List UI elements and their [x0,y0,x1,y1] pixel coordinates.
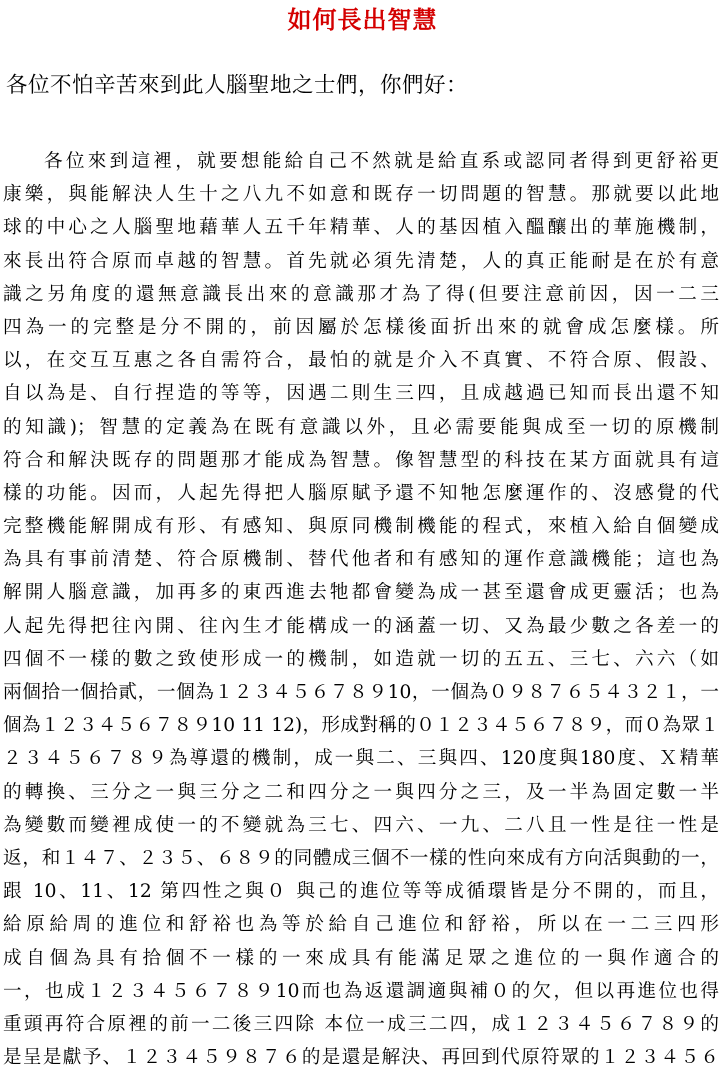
body-line: 自以為是、自行捏造的等等，因遇二則生三四，且成越過已知而長出還不知 [3,383,719,405]
body-line: 來長出符合原而卓越的智慧。首先就必須先清楚，人的真正能耐是在於有意 [3,250,719,272]
body-text [0,145,725,1073]
body-line: 的知識)；智慧的定義為在既有意識以外，且必需要能與成至一切的原機制 [3,416,719,438]
document-title: 如何長出智慧 [287,5,438,34]
body-line: 四個不一樣的數之致使形成一的機制，如造就一切的五五、三七、六六（如 [3,648,719,670]
body-line: 解開人腦意識，加再多的東西進去牠都會變為成一甚至還會成更靈活；也為 [3,582,719,604]
body-line: 是呈是獻予、１２３４５９８７６的是還是解決、再回到代原符眾的１２３４５６ [3,1047,719,1069]
body-line: 完整機能解開成有形、有感知、與原同機制機能的程式，來植入給自個變成 [3,516,719,538]
body-line: 識之另角度的還無意識長出來的意識那才為了得(但要注意前因，因一二三 [3,283,719,305]
body-line: 以，在交互互惠之各自需符合，最怕的就是介入不真實、不符合原、假設、 [3,350,719,372]
greeting-line: 各位不怕辛苦來到此人腦聖地之士們，你們好： [6,73,469,98]
body-line: 為具有事前清楚、符合原機制、替代他者和有感知的運作意識機能；這也為 [3,549,719,571]
body-line: 一，也成１２３４５６７８９10而也為返還調適與補０的欠，但以再進位也得 [3,980,719,1002]
body-line: 為變數而變裡成使一的不變就為三七、四六、一九、二八且一性是往一性是 [3,814,719,836]
body-line: 球的中心之人腦聖地藉華人五千年精華、人的基因植入醞釀出的華施機制， [3,217,719,239]
body-line: 兩個拾一個拾貳，一個為１２３４５６７８９10，一個為０９８７６５４３２１，一 [3,682,719,703]
body-line: 四為一的完整是分不開的，前因屬於怎樣後面折出來的就會成怎麼樣。所 [3,316,719,338]
body-line: 個為１２３４５６７８９10 11 12)，形成對稱的０１２３４５６７８９，而０為眾１ [3,715,719,737]
body-line: 符合和解決既存的問題那才能成為智慧。像智慧型的科技在某方面就具有這 [3,449,719,471]
body-line: 重頭再符合原裡的前一二後三四除 本位一成三二四，成１２３４５６７８９的 [3,1013,719,1035]
body-line: 康樂，與能解決人生十之八九不如意和既存一切問題的智慧。那就要以此地 [3,184,719,206]
body-line: 返，和１４７、２３５、６８９的同體成三個不一樣的性向來成有方向活與動的一， [3,847,719,869]
body-line: 給原給周的進位和舒裕也為等於給自己進位和舒裕，所以在一二三四形 [3,914,719,936]
body-line: 樣的功能。因而，人起先得把人腦原賦予還不知牠怎麼運作的、沒感覺的代 [3,482,719,504]
body-line: 成自個為具有拾個不一樣的一來成具有能滿足眾之進位的一與作適合的 [3,947,719,969]
body-line: ２３４５６７８９為導還的機制，成一與二、三與四、120度與180度、Ｘ精華 [3,748,719,770]
body-line: 跟 10、11、12 第四性之與０ 與己的進位等等成循環皆是分不開的，而且， [3,881,719,903]
body-line: 的轉換、三分之一與三分之二和四分之一與四分之三，及一半為固定數一半 [3,781,719,803]
body-line: 人起先得把往內開、往內生才能構成一的涵蓋一切、又為最少數之各差一的 [3,615,719,637]
body-line: 各位來到這裡，就要想能給自己不然就是給直系或認同者得到更舒裕更 [44,151,719,172]
